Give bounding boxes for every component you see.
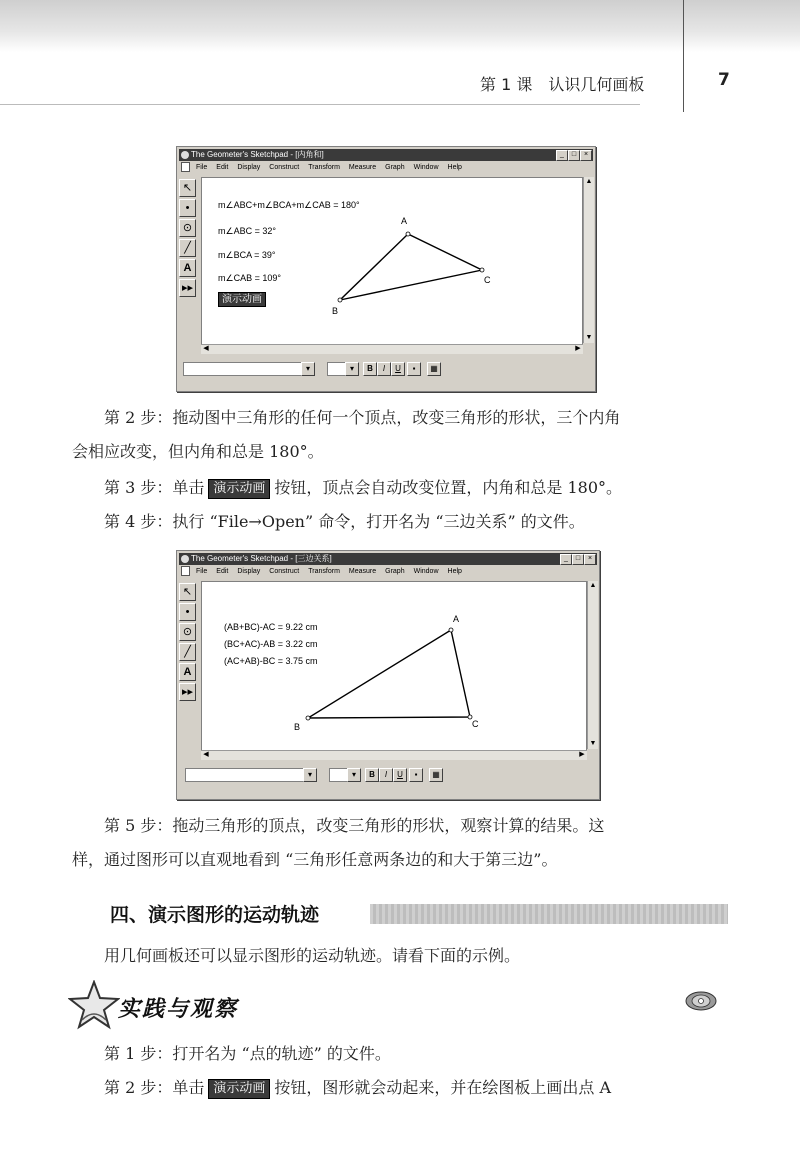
document-icon bbox=[181, 162, 190, 172]
step3-paragraph bbox=[104, 474, 622, 502]
text-tool-icon[interactable]: A bbox=[179, 259, 196, 277]
cd-disc-icon bbox=[684, 990, 718, 1012]
straightedge-tool-icon[interactable]: ╱ bbox=[179, 643, 196, 661]
text-tool-icon[interactable]: A bbox=[179, 663, 196, 681]
vertex-b-label: B bbox=[294, 722, 301, 732]
sum-ac-ab-minus-bc[interactable]: (AC+AB)-BC = 3.75 cm bbox=[224, 656, 318, 666]
star-icon bbox=[68, 980, 120, 1030]
triangle-abc[interactable] bbox=[202, 178, 582, 344]
font-select[interactable] bbox=[183, 362, 305, 376]
page-top-band bbox=[0, 0, 800, 52]
minimize-icon[interactable]: _ bbox=[556, 150, 568, 161]
selection-arrow-tool-icon[interactable]: ↖ bbox=[179, 583, 196, 601]
scroll-right-icon[interactable]: ▶ bbox=[575, 345, 581, 352]
tool-palette bbox=[179, 583, 197, 703]
vertex-a-point[interactable] bbox=[449, 628, 453, 632]
menu-construct[interactable]: Construct bbox=[269, 568, 300, 575]
window-title: The Geometer's Sketchpad - [内角和] bbox=[191, 150, 324, 159]
sketchpad-window-1 bbox=[176, 146, 596, 392]
close-icon[interactable]: × bbox=[584, 554, 596, 565]
menu-bar bbox=[179, 162, 593, 174]
vertex-b-label: B bbox=[332, 306, 339, 316]
menu-edit[interactable]: Edit bbox=[216, 568, 229, 575]
scroll-right-icon[interactable]: ▶ bbox=[579, 751, 585, 758]
underline-icon[interactable]: U bbox=[391, 362, 405, 376]
compass-tool-icon[interactable]: ⊙ bbox=[179, 219, 196, 237]
symbol-icon[interactable]: ▦ bbox=[427, 362, 441, 376]
header-line bbox=[0, 104, 640, 105]
bold-icon[interactable]: B bbox=[365, 768, 379, 782]
point-tool-icon[interactable]: • bbox=[179, 603, 196, 621]
step3-prefix: 第 3 步：单击 bbox=[104, 478, 205, 497]
text-format-bar bbox=[183, 362, 583, 376]
selection-arrow-tool-icon[interactable]: ↖ bbox=[179, 179, 196, 197]
size-dropdown-icon[interactable]: ▾ bbox=[347, 768, 361, 782]
sketch-canvas[interactable] bbox=[201, 177, 583, 345]
section-heading-bar bbox=[370, 904, 728, 924]
bold-icon[interactable]: B bbox=[363, 362, 377, 376]
point-tool-icon[interactable]: • bbox=[179, 199, 196, 217]
straightedge-tool-icon[interactable]: ╱ bbox=[179, 239, 196, 257]
step3-animate-button-image: 演示动画 bbox=[208, 479, 270, 499]
step2-line1: 第 2 步：拖动图中三角形的任何一个顶点，改变三角形的形状，三个内角 bbox=[104, 408, 621, 427]
vertex-a-point[interactable] bbox=[406, 232, 410, 236]
italic-icon[interactable]: I bbox=[377, 362, 391, 376]
color-icon[interactable]: ▪ bbox=[409, 768, 423, 782]
text-format-bar bbox=[185, 768, 585, 782]
practice-step2 bbox=[104, 1074, 611, 1102]
compass-tool-icon[interactable]: ⊙ bbox=[179, 623, 196, 641]
scroll-up-icon[interactable]: ▲ bbox=[589, 582, 597, 589]
menu-display[interactable]: Display bbox=[237, 164, 261, 171]
step2-line2: 会相应改变，但内角和总是 180°。 bbox=[72, 442, 324, 461]
scroll-up-icon[interactable]: ▲ bbox=[585, 178, 593, 185]
step5-line1: 第 5 步：拖动三角形的顶点，改变三角形的形状，观察计算的结果。这 bbox=[104, 816, 605, 835]
menu-measure[interactable]: Measure bbox=[348, 164, 377, 171]
color-icon[interactable]: ▪ bbox=[407, 362, 421, 376]
minimize-icon[interactable]: _ bbox=[560, 554, 572, 565]
menu-graph[interactable]: Graph bbox=[385, 568, 405, 575]
window-titlebar[interactable] bbox=[179, 149, 593, 161]
app-icon bbox=[181, 555, 189, 563]
sketchpad-window-2 bbox=[176, 550, 600, 800]
sum-ab-bc-minus-ac[interactable]: (AB+BC)-AC = 9.22 cm bbox=[224, 622, 318, 632]
vertex-a-label: A bbox=[453, 614, 460, 624]
practice-heading: 实践与观察 bbox=[118, 996, 239, 1022]
chapter-title: 第 1 课 认识几何画板 bbox=[480, 75, 645, 94]
sum-bc-ac-minus-ab[interactable]: (BC+AC)-AB = 3.22 cm bbox=[224, 639, 318, 649]
menu-edit[interactable]: Edit bbox=[216, 164, 229, 171]
scroll-down-icon[interactable]: ▼ bbox=[585, 334, 593, 341]
menu-bar bbox=[179, 566, 597, 578]
document-icon bbox=[181, 566, 190, 576]
menu-measure[interactable]: Measure bbox=[348, 568, 377, 575]
animate-button[interactable]: 演示动画 bbox=[218, 292, 266, 307]
practice-step2-prefix: 第 2 步：单击 bbox=[104, 1078, 205, 1097]
underline-icon[interactable]: U bbox=[393, 768, 407, 782]
scroll-left-icon[interactable]: ◀ bbox=[203, 345, 209, 352]
menu-graph[interactable]: Graph bbox=[385, 164, 405, 171]
custom-tool-icon[interactable]: ▸▸ bbox=[179, 279, 196, 297]
size-dropdown-icon[interactable]: ▾ bbox=[345, 362, 359, 376]
maximize-icon[interactable]: □ bbox=[572, 554, 584, 565]
section-heading: 四、演示图形的运动轨迹 bbox=[110, 904, 320, 926]
step3-suffix: 按钮，顶点会自动改变位置，内角和总是 180°。 bbox=[274, 478, 623, 497]
step4-paragraph: 第 4 步：执行 “File→Open” 命令，打开名为 “三边关系” 的文件。 bbox=[104, 512, 585, 531]
scroll-down-icon[interactable]: ▼ bbox=[589, 740, 597, 747]
menu-display[interactable]: Display bbox=[237, 568, 261, 575]
vertex-c-point[interactable] bbox=[480, 268, 484, 272]
font-dropdown-icon[interactable]: ▾ bbox=[303, 768, 317, 782]
custom-tool-icon[interactable]: ▸▸ bbox=[179, 683, 196, 701]
step5-line2: 样，通过图形可以直观地看到 “三角形任意两条边的和大于第三边”。 bbox=[72, 850, 558, 869]
horizontal-scrollbar[interactable] bbox=[201, 344, 583, 354]
menu-window[interactable]: Window bbox=[413, 164, 439, 171]
page-number: 7 bbox=[718, 70, 730, 90]
window-title: The Geometer's Sketchpad - [三边关系] bbox=[191, 554, 332, 563]
vertical-scrollbar[interactable] bbox=[583, 177, 594, 343]
italic-icon[interactable]: I bbox=[379, 768, 393, 782]
close-icon[interactable]: × bbox=[580, 150, 592, 161]
vertex-c-label: C bbox=[484, 275, 491, 285]
menu-transform[interactable]: Transform bbox=[308, 164, 340, 171]
menu-file[interactable]: File bbox=[196, 164, 208, 171]
tool-palette bbox=[179, 179, 197, 299]
menu-transform[interactable]: Transform bbox=[308, 568, 340, 575]
menu-help[interactable]: Help bbox=[447, 164, 462, 171]
menu-construct[interactable]: Construct bbox=[269, 164, 300, 171]
practice-step2-suffix: 按钮，图形就会动起来，并在绘图板上画出点 A bbox=[274, 1078, 612, 1097]
window-titlebar[interactable] bbox=[179, 553, 597, 565]
angle-abc-measurement[interactable]: m∠ABC = 32° bbox=[218, 226, 276, 236]
practice-animate-button-image: 演示动画 bbox=[208, 1079, 270, 1099]
vertex-a-label: A bbox=[401, 216, 408, 226]
maximize-icon[interactable]: □ bbox=[568, 150, 580, 161]
vertex-b-point[interactable] bbox=[338, 298, 342, 302]
menu-help[interactable]: Help bbox=[447, 568, 462, 575]
sketch-canvas[interactable] bbox=[201, 581, 587, 751]
menu-file[interactable]: File bbox=[196, 568, 208, 575]
vertex-b-point[interactable] bbox=[306, 716, 310, 720]
practice-step1: 第 1 步：打开名为 “点的轨迹” 的文件。 bbox=[104, 1044, 391, 1063]
font-dropdown-icon[interactable]: ▾ bbox=[301, 362, 315, 376]
header-divider bbox=[683, 0, 684, 112]
app-icon bbox=[181, 151, 189, 159]
angle-cab-measurement[interactable]: m∠CAB = 109° bbox=[218, 273, 281, 283]
menu-window[interactable]: Window bbox=[413, 568, 439, 575]
scroll-left-icon[interactable]: ◀ bbox=[203, 751, 209, 758]
angle-bca-measurement[interactable]: m∠BCA = 39° bbox=[218, 250, 276, 260]
section-intro: 用几何画板还可以显示图形的运动轨迹。请看下面的示例。 bbox=[104, 946, 521, 965]
vertical-scrollbar[interactable] bbox=[587, 581, 598, 749]
angle-sum-measurement[interactable]: m∠ABC+m∠BCA+m∠CAB = 180° bbox=[218, 200, 360, 210]
triangle-abc[interactable] bbox=[202, 582, 586, 750]
symbol-icon[interactable]: ▦ bbox=[429, 768, 443, 782]
vertex-c-label: C bbox=[472, 719, 479, 729]
horizontal-scrollbar[interactable] bbox=[201, 750, 587, 760]
font-select[interactable] bbox=[185, 768, 307, 782]
